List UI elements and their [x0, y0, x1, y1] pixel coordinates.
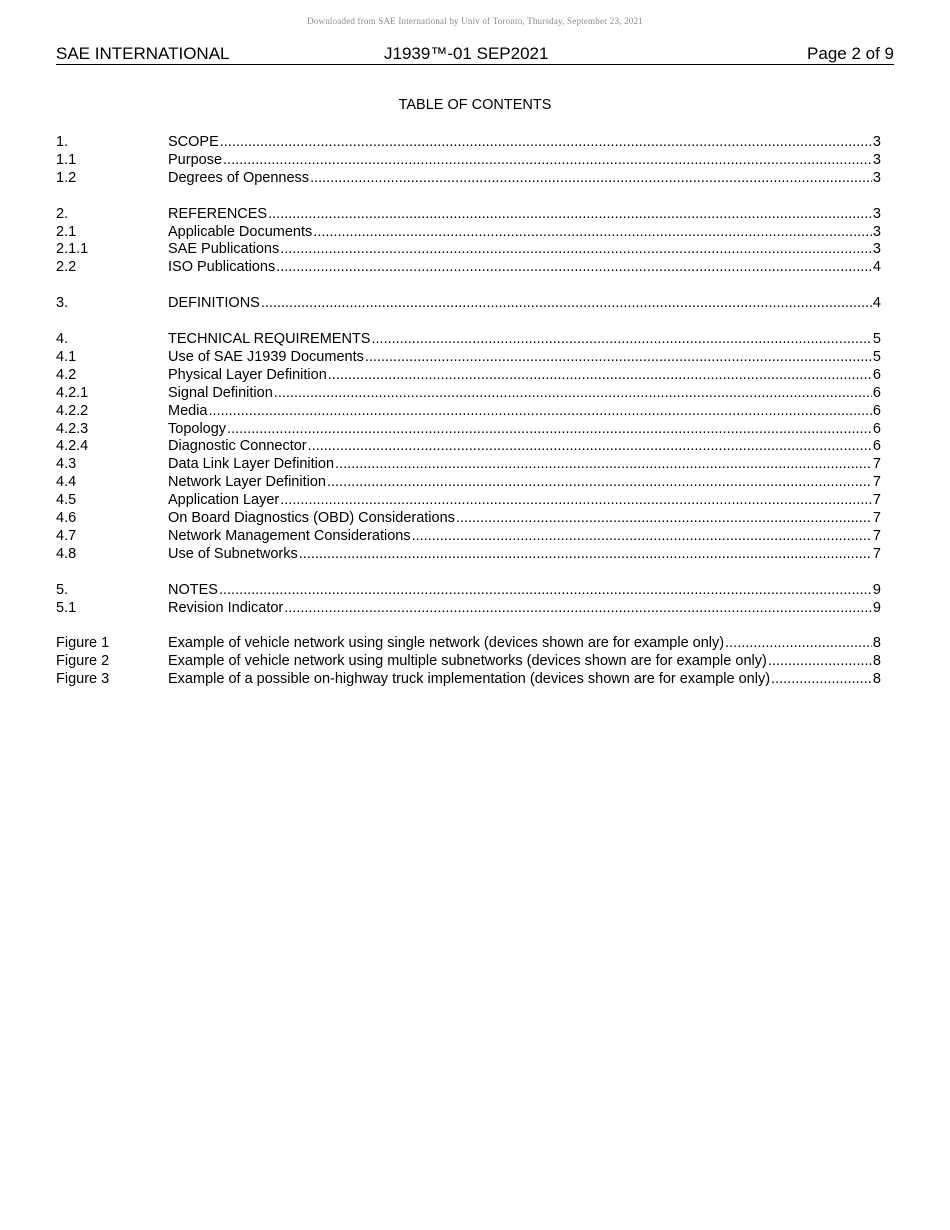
toc-entry-page: 4 [872, 295, 881, 312]
toc-entry-page: 3 [872, 205, 881, 222]
toc-entry-page: 6 [872, 402, 881, 419]
toc-entry[interactable] [56, 134, 881, 152]
toc-entry-number: 4.6 [56, 510, 77, 527]
toc-entry[interactable] [56, 546, 881, 564]
toc-entry-body [168, 653, 881, 671]
download-watermark: Downloaded from SAE International by Univ of Toronto, Thursday, September 23, 2021 [307, 16, 643, 26]
toc-entry-body [168, 152, 881, 170]
toc-entry-body [168, 367, 881, 385]
toc-entry-title: Use of Subnetworks [168, 545, 298, 562]
toc-entry-number: 1. [56, 134, 69, 150]
toc-entry-body [168, 474, 881, 492]
toc-entry-body [168, 259, 881, 277]
toc-entry-page: 9 [872, 581, 881, 598]
toc-entry-number: 4.7 [56, 527, 77, 544]
toc-dot-leader [328, 367, 872, 385]
toc-dot-leader [280, 492, 872, 510]
toc-entry-title: Diagnostic Connector [168, 438, 307, 455]
toc-section [56, 134, 881, 188]
toc-entry-title: Revision Indicator [168, 599, 284, 616]
toc-entry-title: SCOPE [168, 134, 219, 150]
toc-entry-page: 6 [872, 438, 881, 455]
toc-entry-body [168, 385, 881, 403]
toc-entry-page: 3 [872, 151, 881, 168]
toc-dot-leader [456, 510, 872, 528]
toc-entry[interactable] [56, 600, 881, 618]
toc-entry-title: Media [168, 402, 208, 419]
toc-entry-number: 2.2 [56, 259, 77, 276]
toc-dot-leader [223, 152, 872, 170]
toc-section [56, 331, 881, 564]
toc-entry-title: Data Link Layer Definition [168, 456, 335, 473]
toc-entry-title: Degrees of Openness [168, 169, 310, 186]
toc-entry[interactable] [56, 492, 881, 510]
toc-entry-title: Example of vehicle network using multiple subnetworks (devices shown are for example only) [168, 653, 767, 670]
toc-entry-body [168, 170, 881, 188]
toc-section [56, 582, 881, 618]
toc-entry-number: 4.2.1 [56, 384, 89, 401]
toc-entry[interactable] [56, 241, 881, 259]
toc-dot-leader [768, 653, 872, 671]
header-page-number: Page 2 of 9 [807, 44, 894, 63]
toc-entry-title: Purpose [168, 151, 223, 168]
toc-entry-body [168, 349, 881, 367]
toc-entry-body [168, 492, 881, 510]
toc-entry-body [168, 528, 881, 546]
toc-entry-number: 4.1 [56, 349, 77, 366]
toc-entry-page: 7 [872, 527, 881, 544]
toc-dot-leader [327, 474, 872, 492]
toc-entry-title: On Board Diagnostics (OBD) Considerations [168, 510, 455, 527]
toc-section [56, 206, 881, 278]
toc-entry[interactable] [56, 456, 881, 474]
toc-entry-number: 4.5 [56, 492, 77, 509]
toc-dot-leader [771, 671, 872, 689]
toc-dot-leader [313, 224, 872, 242]
toc-entry[interactable] [56, 152, 881, 170]
toc-entry-page: 7 [872, 474, 881, 491]
toc-section [56, 635, 881, 689]
toc-entry[interactable] [56, 671, 881, 689]
toc-dot-leader [276, 259, 872, 277]
toc-entry-number: 5.1 [56, 599, 77, 616]
toc-entry-body [168, 456, 881, 474]
toc-entry-body [168, 295, 881, 313]
toc-entry-body [168, 635, 881, 653]
toc-entry-title: NOTES [168, 581, 218, 598]
toc-entry-title: TECHNICAL REQUIREMENTS [168, 331, 371, 348]
header-org: SAE INTERNATIONAL [56, 44, 230, 63]
toc-dot-leader [280, 241, 872, 259]
toc-entry-number: 4.2 [56, 366, 77, 383]
toc-entry-title: Signal Definition [168, 384, 273, 401]
toc-entry-title: Topology [168, 420, 227, 437]
toc-entry-title: Application Layer [168, 492, 280, 509]
toc-entry-number: 3. [56, 295, 69, 312]
toc-dot-leader [725, 635, 872, 653]
toc-entry[interactable] [56, 528, 881, 546]
toc-entry-page: 8 [872, 671, 881, 688]
toc-entry[interactable] [56, 259, 881, 277]
toc-entry-body [168, 600, 881, 618]
toc-entry-page: 6 [872, 420, 881, 437]
toc-entry[interactable] [56, 206, 881, 224]
toc-entry-body [168, 224, 881, 242]
toc-entry-body [168, 510, 881, 528]
toc-entry-number: 2.1 [56, 223, 77, 240]
toc-dot-leader [220, 134, 872, 152]
toc-dot-leader [310, 170, 872, 188]
toc-entry-page: 3 [872, 169, 881, 186]
toc-entry[interactable] [56, 170, 881, 188]
toc-entry[interactable] [56, 331, 881, 349]
toc-entry[interactable] [56, 403, 881, 421]
toc-entry[interactable] [56, 582, 881, 600]
toc-entry[interactable] [56, 385, 881, 403]
toc-entry-title: Applicable Documents [168, 223, 313, 240]
toc-entry-title: SAE Publications [168, 241, 280, 258]
toc-entry-number: 4.8 [56, 545, 77, 562]
toc-entry-body [168, 403, 881, 421]
toc-entry-number: 5. [56, 581, 69, 598]
toc-entry[interactable] [56, 474, 881, 492]
toc-entry-number: 4.2.2 [56, 402, 89, 419]
toc-entry-body [168, 206, 881, 224]
toc-entry[interactable] [56, 510, 881, 528]
toc-entry-number: 4.2.4 [56, 438, 89, 455]
toc-dot-leader [268, 206, 872, 224]
toc-entry-page: 6 [872, 384, 881, 401]
toc-entry-page: 7 [872, 545, 881, 562]
toc-entry-title: ISO Publications [168, 259, 276, 276]
toc-entry-body [168, 546, 881, 564]
toc-entry-body [168, 331, 881, 349]
toc-entry-title: DEFINITIONS [168, 295, 260, 312]
toc-entry-number: 1.2 [56, 169, 77, 186]
header-doc-id: J1939™-01 SEP2021 [384, 44, 549, 63]
toc-entry-title: Example of a possible on-highway truck implementation (devices shown are for example only) [168, 671, 771, 688]
toc-entry-number: 2.1.1 [56, 241, 89, 258]
toc-entry[interactable] [56, 421, 881, 439]
toc-entry-page: 8 [872, 635, 881, 652]
toc-dot-leader [284, 600, 872, 618]
toc-entry-page: 3 [872, 241, 881, 258]
toc-dot-leader [335, 456, 872, 474]
toc-dot-leader [365, 349, 872, 367]
toc-entry-page: 7 [872, 456, 881, 473]
toc-entry-number: 4. [56, 331, 69, 348]
toc-entry-page: 5 [872, 331, 881, 348]
toc-entry-number: Figure 2 [56, 653, 110, 670]
toc-entry-page: 3 [872, 134, 881, 150]
toc-entry-number: 4.4 [56, 474, 77, 491]
toc-entry-body [168, 438, 881, 456]
toc-entry[interactable] [56, 349, 881, 367]
toc-title: TABLE OF CONTENTS [398, 97, 552, 113]
toc-entry-number: Figure 3 [56, 671, 110, 688]
toc-entry[interactable] [56, 224, 881, 242]
toc-entry-number: 4.3 [56, 456, 77, 473]
toc-entry-body [168, 134, 881, 152]
toc-entry-title: REFERENCES [168, 205, 268, 222]
toc-dot-leader [261, 295, 872, 313]
toc-entry[interactable] [56, 635, 881, 653]
page-header [56, 44, 894, 65]
toc-entry-number: Figure 1 [56, 635, 110, 652]
toc-entry-page: 5 [872, 349, 881, 366]
toc-dot-leader [219, 582, 872, 600]
toc-entry[interactable] [56, 367, 881, 385]
toc-entry-page: 8 [872, 653, 881, 670]
toc-entry-page: 7 [872, 510, 881, 527]
toc-entry-page: 7 [872, 492, 881, 509]
toc-entry[interactable] [56, 438, 881, 456]
toc-entry-body [168, 582, 881, 600]
toc-dot-leader [308, 438, 872, 456]
toc-entry-title: Use of SAE J1939 Documents [168, 349, 364, 366]
toc-entry-page: 9 [872, 599, 881, 616]
toc-entry-body [168, 421, 881, 439]
table-of-contents [56, 134, 881, 707]
toc-entry-title: Example of vehicle network using single network (devices shown are for example only) [168, 635, 725, 652]
toc-entry-page: 3 [872, 223, 881, 240]
toc-dot-leader [371, 331, 871, 349]
toc-entry-number: 1.1 [56, 151, 77, 168]
toc-entry-page: 6 [872, 366, 881, 383]
toc-entry-body [168, 671, 881, 689]
toc-entry-body [168, 241, 881, 259]
toc-dot-leader [274, 385, 872, 403]
toc-dot-leader [227, 421, 872, 439]
toc-dot-leader [412, 528, 872, 546]
toc-entry-title: Physical Layer Definition [168, 366, 327, 383]
toc-entry-number: 2. [56, 205, 69, 222]
toc-entry-page: 4 [872, 259, 881, 276]
toc-dot-leader [209, 403, 872, 421]
toc-entry-number: 4.2.3 [56, 420, 89, 437]
toc-entry-title: Network Layer Definition [168, 474, 326, 491]
toc-section [56, 295, 881, 313]
toc-entry-title: Network Management Considerations [168, 527, 411, 544]
toc-entry[interactable] [56, 295, 881, 313]
toc-dot-leader [299, 546, 872, 564]
toc-entry[interactable] [56, 653, 881, 671]
